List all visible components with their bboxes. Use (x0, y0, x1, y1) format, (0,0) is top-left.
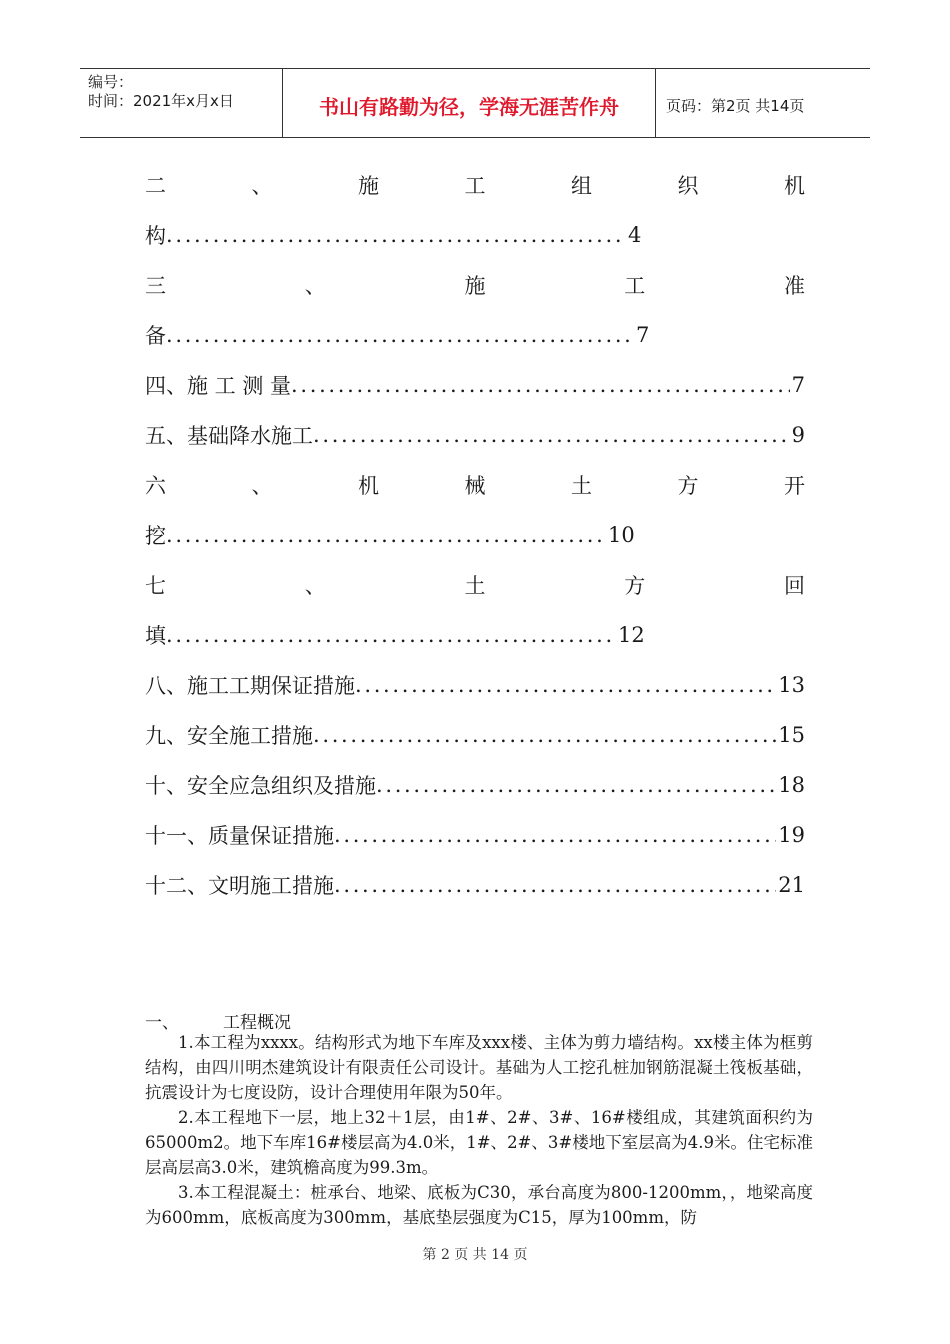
header-motto: 书山有路勤为径，学海无涯苦作舟 (283, 69, 656, 137)
toc-entry (145, 510, 805, 560)
toc-entry (145, 610, 805, 660)
toc-entry-title: 八、施工工期保证措施 (145, 674, 355, 698)
toc-leader-dots (313, 423, 790, 447)
toc-entry-wrapped (145, 460, 805, 510)
toc-leader-dots (376, 773, 776, 797)
toc-entry-title: 备 (145, 324, 166, 348)
toc-entry (145, 810, 805, 860)
toc-entry-title: 构 (145, 224, 166, 248)
toc-leader-dots (355, 673, 776, 697)
header-meta (80, 69, 283, 137)
toc-char: 、 (251, 174, 273, 198)
toc-char: 工 (624, 274, 646, 298)
toc-char: 、 (251, 474, 273, 498)
toc-char: 织 (677, 174, 699, 198)
toc-leader-dots (313, 723, 776, 747)
header-page-info: 页码：第2页 共14页 (666, 96, 805, 115)
toc-page-number: 4 (628, 223, 642, 247)
table-of-contents (145, 160, 805, 910)
toc-char: 六 (145, 474, 166, 498)
toc-page-number: 19 (778, 823, 805, 847)
toc-entry (145, 710, 805, 760)
toc-entry (145, 760, 805, 810)
doc-number-label: 编号： (88, 73, 134, 91)
toc-char: 三 (145, 274, 166, 298)
toc-page-number: 7 (791, 373, 805, 397)
toc-char: 七 (145, 574, 166, 598)
toc-leader-dots (334, 823, 776, 847)
toc-page-number: 15 (778, 723, 805, 747)
toc-char: 、 (304, 274, 326, 298)
toc-page-number: 12 (618, 623, 645, 647)
toc-page-number: 9 (791, 423, 805, 447)
toc-char: 械 (464, 474, 486, 498)
toc-entry-title: 五、基础降水施工 (145, 424, 313, 448)
toc-entry (145, 360, 805, 410)
toc-page-number: 13 (778, 673, 805, 697)
toc-char: 施 (464, 274, 486, 298)
toc-entry-title: 十二、文明施工措施 (145, 874, 334, 898)
body-paragraph: 3.本工程混凝土：桩承台、地梁、底板为C30，承台高度为800-1200mm，，地梁高度为600mm，底板高度为300mm，基底垫层强度为C15，厚为100mm，防 (145, 1183, 813, 1227)
toc-page-number: 10 (608, 523, 635, 547)
toc-entry-wrapped (145, 260, 805, 310)
toc-char: 机 (358, 474, 379, 498)
toc-page-number: 18 (778, 773, 805, 797)
section-title: 工程概况 (223, 1013, 291, 1033)
toc-leader-dots (334, 873, 776, 897)
toc-entry (145, 210, 805, 260)
toc-leader-dots (166, 523, 606, 547)
toc-char: 开 (784, 474, 805, 498)
toc-entry-wrapped (145, 160, 805, 210)
toc-leader-dots (166, 223, 626, 247)
toc-entry-wrapped (145, 560, 805, 610)
page-header (80, 68, 870, 138)
toc-entry-title: 十一、质量保证措施 (145, 824, 334, 848)
toc-leader-dots (166, 623, 616, 647)
toc-char: 土 (464, 574, 486, 598)
toc-leader-dots (166, 323, 634, 347)
toc-char: 施 (358, 174, 379, 198)
toc-leader-dots (291, 373, 790, 397)
toc-entry-title: 九、安全施工措施 (145, 724, 313, 748)
toc-char: 机 (784, 174, 805, 198)
toc-page-number: 7 (636, 323, 650, 347)
section-number: 一、 (145, 1013, 179, 1033)
toc-entry (145, 660, 805, 710)
toc-entry (145, 410, 805, 460)
toc-char: 工 (464, 174, 486, 198)
toc-entry-title: 挖 (145, 524, 166, 548)
toc-char: 组 (571, 174, 592, 198)
toc-entry-title: 四、施 工 测 量 (145, 374, 292, 398)
toc-char: 二 (145, 174, 166, 198)
toc-entry (145, 310, 805, 360)
body-text (145, 1030, 813, 1230)
toc-page-number: 21 (778, 873, 805, 897)
body-paragraph: 1.本工程为xxxx。结构形式为地下车库及xxx楼、主体为剪力墙结构。xx楼主体为框剪结构，由四川明杰建筑设计有限责任公司设计。基础为人工挖孔桩加钢筋混凝土筏板基础，抗震设计为七度设防，设计合理使用年限为50年。 (145, 1033, 813, 1102)
toc-entry-title: 填 (145, 624, 166, 648)
toc-char: 土 (571, 474, 592, 498)
toc-char: 方 (677, 474, 699, 498)
toc-char: 、 (304, 574, 326, 598)
toc-char: 方 (624, 574, 646, 598)
page-footer: 第 2 页 共 14 页 (422, 1247, 528, 1263)
doc-date: 时间：2021年x月x日 (88, 92, 234, 110)
toc-char: 回 (784, 574, 805, 598)
toc-char: 准 (784, 274, 805, 298)
body-paragraph: 2.本工程地下一层，地上32＋1层，由1#、2#、3#、16#楼组成，其建筑面积约为65000m2。地下车库16#楼层高为4.0米，1#、2#、3#楼地下室层高为4.9米。住宅标准层高层高3.0米，建筑檐高度为99.3m。 (145, 1108, 813, 1177)
toc-entry-title: 十、安全应急组织及措施 (145, 774, 376, 798)
toc-entry (145, 860, 805, 910)
